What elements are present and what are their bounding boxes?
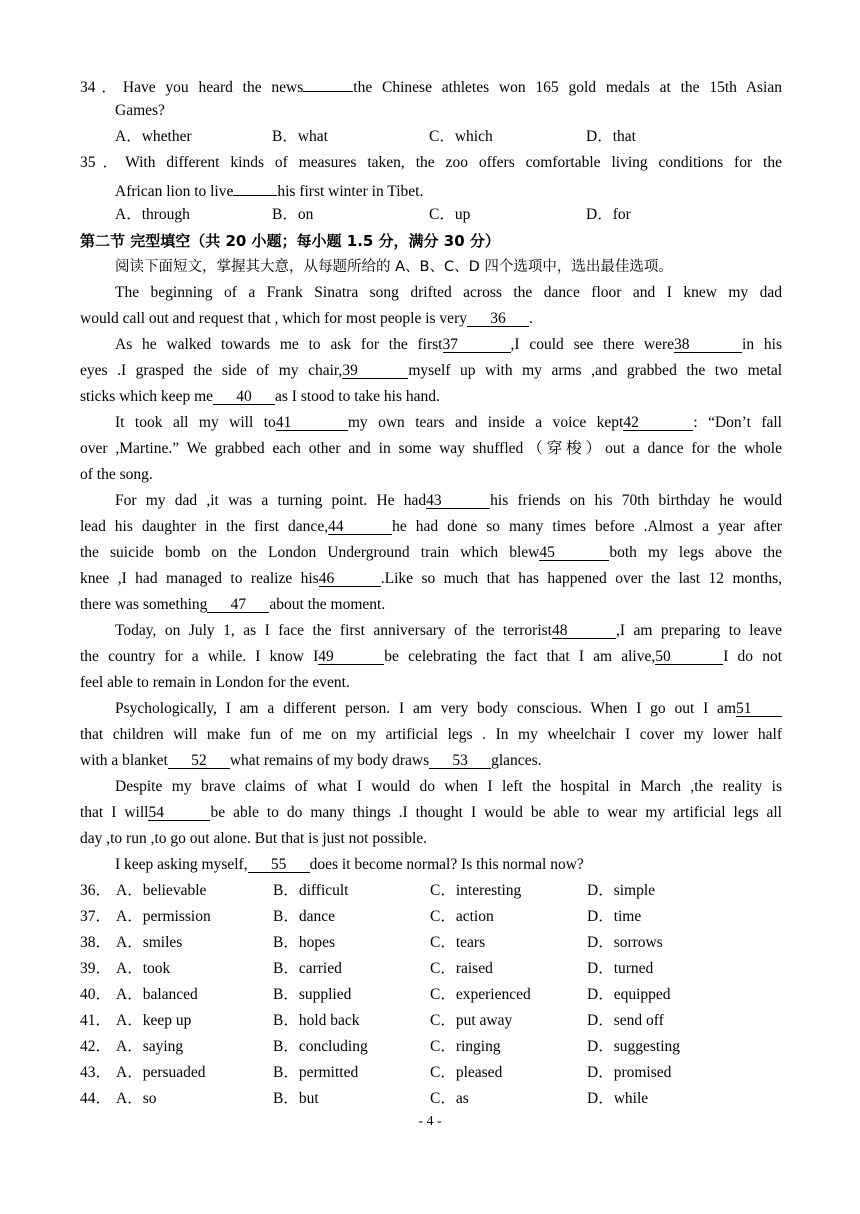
blank-39: 39 xyxy=(342,359,408,379)
blank-48: 48 xyxy=(552,619,616,639)
blank-52: 52 xyxy=(168,749,230,769)
option-d: D．equipped xyxy=(587,986,671,1003)
question-34-stem-cont: Games? xyxy=(115,102,165,119)
option-c: C．interesting xyxy=(430,882,522,899)
option-d: D．promised xyxy=(587,1064,672,1081)
option-c: C．as xyxy=(430,1090,469,1107)
blank-50: 50 xyxy=(655,645,723,665)
blank-54: 54 xyxy=(148,801,210,821)
passage-line: As he walked towards me to ask for the first37 ,I could see there were38 in his xyxy=(80,332,782,358)
blank-44: 44 xyxy=(328,515,392,535)
option-c: C．up xyxy=(429,206,471,223)
question-34-options xyxy=(80,124,782,150)
option-b: B．what xyxy=(272,128,328,145)
passage-line: the country for a while. I know I49 be celebrating the fact that I am alive,50 I do not xyxy=(80,644,782,670)
passage-line: of the song. xyxy=(80,466,153,483)
passage-line: with a blanket 52 what remains of my body draws 53 glances. xyxy=(80,748,782,774)
answer-options-list xyxy=(80,878,782,1112)
option-c: C．put away xyxy=(430,1012,513,1029)
question-number: 39． xyxy=(80,960,112,977)
passage-line: day ,to run ,to go out alone. But that is just not possible. xyxy=(80,830,428,847)
option-a: A．smiles xyxy=(116,934,183,951)
blank-55: 55 xyxy=(248,853,310,873)
answer-row xyxy=(80,1008,782,1034)
option-b: B．difficult xyxy=(273,882,349,899)
passage-line: For my dad ,it was a turning point. He had43 his friends on his 70th birthday he would xyxy=(80,488,782,514)
option-a: A．took xyxy=(116,960,171,977)
option-b: B．concluding xyxy=(273,1038,368,1055)
option-a: A．whether xyxy=(115,128,192,145)
option-b: B．permitted xyxy=(273,1064,359,1081)
passage-line: Psychologically, I am a different person. I am very body conscious. When I go out I am51 xyxy=(80,696,782,722)
blank-38: 38 xyxy=(674,333,742,353)
option-a: A．permission xyxy=(116,908,211,925)
passage-line: over ,Martine.” We grabbed each other and in some way shuffled（穿梭）out a dance for the whole xyxy=(80,440,782,457)
passage-line: I keep asking myself, 55 does it become normal? Is this normal now? xyxy=(80,852,782,878)
answer-row xyxy=(80,904,782,930)
option-d: D．that xyxy=(586,128,636,145)
question-number: 38． xyxy=(80,934,112,951)
passage-line: that I will54 be able to do many things .I thought I would be able to wear my artificial legs all xyxy=(80,800,782,826)
answer-row xyxy=(80,1060,782,1086)
option-a: A．so xyxy=(116,1090,157,1107)
passage-line: knee ,I had managed to realize his46 .Like so much that has happened over the last 12 months, xyxy=(80,566,782,592)
option-b: B．hold back xyxy=(273,1012,360,1029)
question-number: 37． xyxy=(80,908,112,925)
blank-46: 46 xyxy=(319,567,381,587)
option-d: D．turned xyxy=(587,960,654,977)
passage-line: It took all my will to41 my own tears and inside a voice kept42 : “Don’t fall xyxy=(80,410,782,436)
passage-line: sticks which keep me 40 as I stood to take his hand. xyxy=(80,384,782,410)
option-d: D．time xyxy=(587,908,642,925)
blank-51: 51 xyxy=(736,697,782,717)
option-b: B．carried xyxy=(273,960,342,977)
blank-45: 45 xyxy=(539,541,609,561)
question-number: 44． xyxy=(80,1090,112,1107)
option-c: C．which xyxy=(429,128,493,145)
option-c: C．ringing xyxy=(430,1038,501,1055)
answer-row xyxy=(80,930,782,956)
passage-line: would call out and request that , which for most people is very 36 . xyxy=(80,306,782,332)
option-b: B．on xyxy=(272,206,314,223)
answer-row xyxy=(80,1034,782,1060)
option-c: C．pleased xyxy=(430,1064,503,1081)
question-35-stem-cont: African lion to live his first winter in Tibet. xyxy=(80,176,782,202)
passage-line: eyes .I grasped the side of my chair,39 myself up with my arms ,and grabbed the two metal xyxy=(80,358,782,384)
option-b: B．dance xyxy=(273,908,335,925)
answer-row xyxy=(80,956,782,982)
option-b: B．but xyxy=(273,1090,319,1107)
blank-47: 47 xyxy=(207,593,269,613)
blank-36: 36 xyxy=(467,307,529,327)
answer-blank xyxy=(233,176,277,196)
blank-40: 40 xyxy=(213,385,275,405)
question-number: 42． xyxy=(80,1038,112,1055)
answer-blank xyxy=(303,72,353,92)
question-34-stem: 34．Have you heard the news the Chinese athletes won 165 gold medals at the 15th Asian xyxy=(80,72,782,98)
option-c: C．experienced xyxy=(430,986,531,1003)
question-35-stem: 35．With different kinds of measures taken, the zoo offers comfortable living conditions for the xyxy=(80,154,782,171)
option-c: C．action xyxy=(430,908,494,925)
option-a: A．through xyxy=(115,206,190,223)
option-a: A．balanced xyxy=(116,986,198,1003)
option-d: D．sorrows xyxy=(587,934,663,951)
question-number: 43． xyxy=(80,1064,112,1081)
passage-line: there was something 47 about the moment. xyxy=(80,592,782,618)
passage-line: that children will make fun of me on my artificial legs . In my wheelchair I cover my lower half xyxy=(80,726,782,743)
passage-line: the suicide bomb on the London Underground train which blew45 both my legs above the xyxy=(80,540,782,566)
option-d: D．suggesting xyxy=(587,1038,681,1055)
option-d: D．while xyxy=(587,1090,649,1107)
passage-line: lead his daughter in the first dance,44 he had done so many times before .Almost a year after xyxy=(80,514,782,540)
option-a: A．persuaded xyxy=(116,1064,206,1081)
option-b: B．hopes xyxy=(273,934,336,951)
section-instruction: 阅读下面短文，掌握其大意，从每题所给的 A、B、C、D 四个选项中，选出最佳选项。 xyxy=(115,259,673,275)
option-a: A．keep up xyxy=(116,1012,192,1029)
passage-line: feel able to remain in London for the event. xyxy=(80,674,350,691)
answer-row xyxy=(80,982,782,1008)
page-number: - 4 - xyxy=(418,1114,442,1129)
answer-row xyxy=(80,1086,782,1112)
option-a: A．saying xyxy=(116,1038,184,1055)
blank-41: 41 xyxy=(276,411,348,431)
passage-line: Today, on July 1, as I face the first anniversary of the terrorist48 ,I am preparing to leave xyxy=(80,618,782,644)
answer-row xyxy=(80,878,782,904)
blank-42: 42 xyxy=(623,411,693,431)
question-35-options xyxy=(80,202,782,228)
question-number: 41． xyxy=(80,1012,112,1029)
section-heading: 第二节 完型填空（共 20 小题；每小题 1.5 分，满分 30 分） xyxy=(80,232,500,250)
blank-37: 37 xyxy=(443,333,511,353)
passage-line: The beginning of a Frank Sinatra song drifted across the dance floor and I knew my dad xyxy=(115,284,782,301)
option-c: C．tears xyxy=(430,934,486,951)
option-b: B．supplied xyxy=(273,986,352,1003)
option-d: D．send off xyxy=(587,1012,664,1029)
option-c: C．raised xyxy=(430,960,493,977)
option-d: D．simple xyxy=(587,882,656,899)
question-number: 36． xyxy=(80,882,112,899)
blank-53: 53 xyxy=(429,749,491,769)
passage-line: Despite my brave claims of what I would do when I left the hospital in March ,the reality is xyxy=(115,778,782,795)
blank-49: 49 xyxy=(318,645,384,665)
blank-43: 43 xyxy=(426,489,490,509)
exam-page xyxy=(80,72,782,1112)
question-number: 40． xyxy=(80,986,112,1003)
option-a: A．believable xyxy=(116,882,207,899)
option-d: D．for xyxy=(586,206,631,223)
